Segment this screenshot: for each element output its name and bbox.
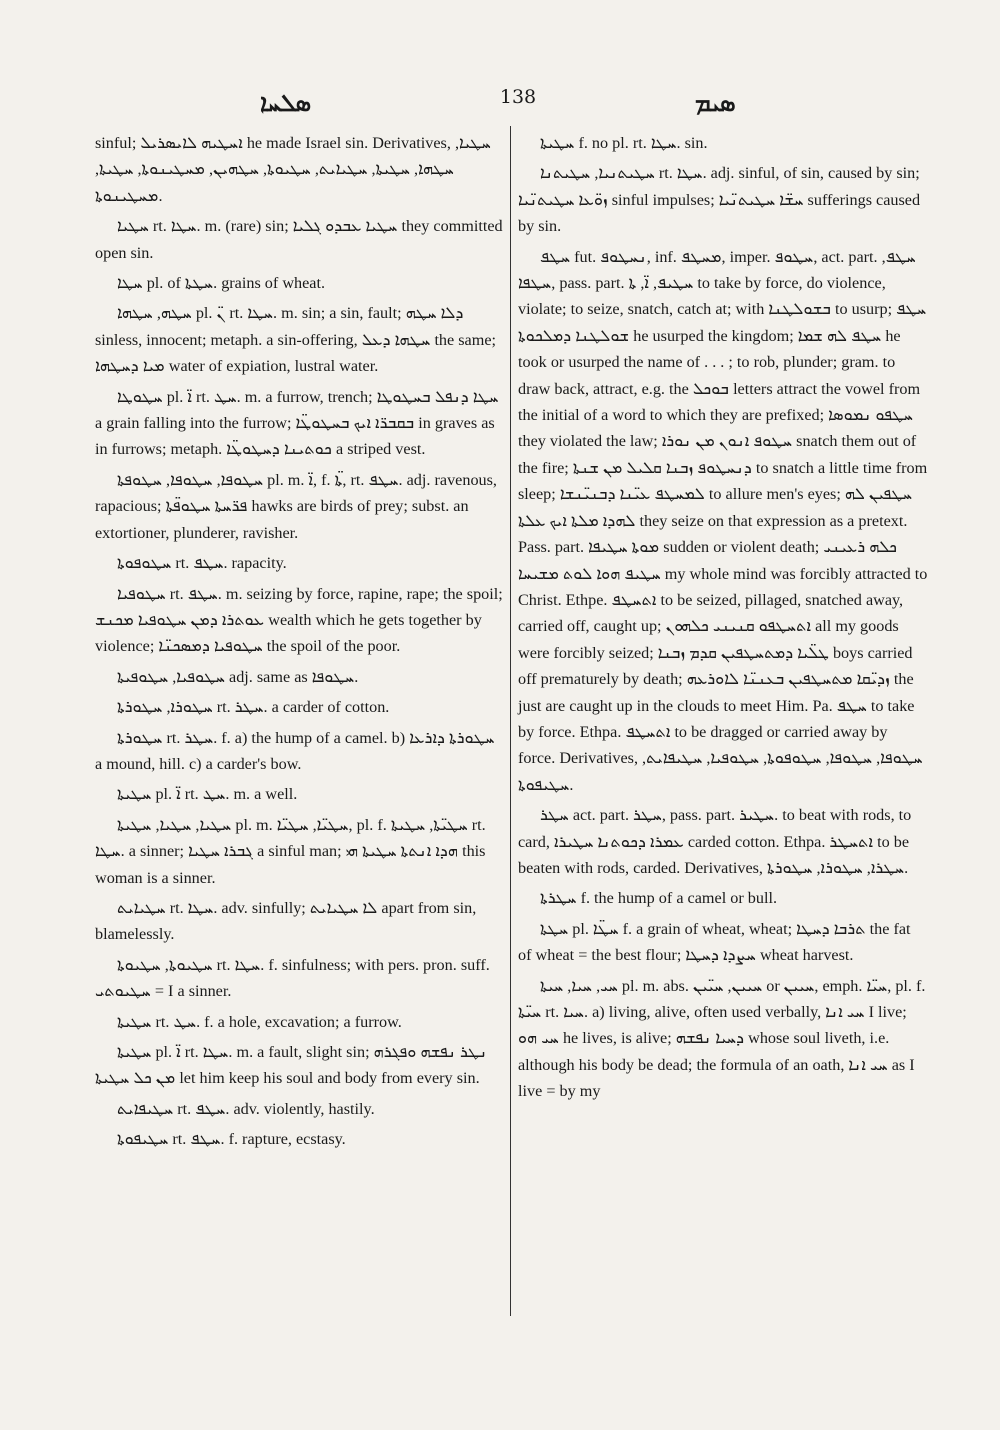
dictionary-entry: ܚܛܝܐ, ܚܛܝܐ, ܚܛܝܬܐ pl. m. ܚܛܝ̈ܐ, ܚܛܝ̈ܐ, pl. f. ܚܛܝ̈ܬܐ, ܚܛܝܬܐ rt. ܚܛܐ. a sinner; ܓܒܪܐ ܚܛܝܐ a sinful man; ܗܕܐ ܐܢܬܬܐ ܚܛܝܬܐ ܗܝ this woman is a sinner. (95, 815, 486, 887)
dictionary-entry: ܚܝ, ܚܝܐ, ܚܝܬܐ pl. m. abs. ܚܝܝܢ, ܚܝ̈ܝܢ or ܚܝܝܢ, emph. ܚܝ̈ܐ, pl. f. ܚܝ̈ܬܐ rt. ܚܝܐ. a) living, alive, often used verbally, ܚܝ ܐܢܐ I live; ܚܝ ܗܘ he lives, is alive; ܕܚܝܐ ܢܦܫܗ whose soul liveth, i.e. although his body be dead; the formula of an oath, ܚܝ ܐܢܐ as I live = by my (518, 976, 926, 1101)
left-column (95, 130, 505, 1157)
dictionary-entry: ܚܛܝܦܘܬܐ rt. ܚܛܦ. f. rapture, ecstasy. (117, 1130, 346, 1149)
running-head (95, 82, 915, 118)
dictionary-entry: ܚܛܝܬܐ rt. ܚܛ. f. a hole, excavation; a furrow. (117, 1012, 402, 1031)
dictionary-entry: ܚܛܝܬܐ pl. ܐ̈ rt. ܚܛܐ. m. a fault, slight sin; ܢܛܪ ܢܦܫܗ ܘܦܓܪܗ ܡܢ ܟܠ ܚܛܝܬܐ let him keep his soul and body from every sin. (95, 1043, 488, 1088)
dictionary-entry: ܚܛܝܬܐ f. no pl. rt. ܚܛܐ. sin. (540, 134, 708, 152)
column-divider (510, 126, 511, 1316)
dictionary-entry: ܚܛܝܦܐܝܬ rt. ܚܛܦ. adv. violently, hastily. (117, 1099, 375, 1118)
page-number: 138 (499, 86, 537, 108)
dictionary-entry: ܚܛܝܬܢܝܐ, ܚܛܝܬܢܐ rt. ܚܛܐ. adj. sinful, of sin, caused by sin; ܙܘ̈ܥܐ ܚܛܝܬܢ̈ܝܐ sinful impulses; ܚܫ̈ܐ ܚܛܝܬܢ̈ܝܐ sufferings caused by sin. (518, 164, 921, 236)
dictionary-entry: sinful; ܐܚܛܝܗ ܠܐܝܣܪܝܠ he made Israel sin. Derivatives, ܚܛܝܐ, ܚܛܗܐ, ܚܛܝܬܐ, ܚܛܝܐܝܬ, ܚܛܝܘܬܐ, ܚܛܗܝܢ, ܡܚܛܝܢܘܬܐ, ܚܛܝܬܐ, ܡܚܛܝܢܘܬܐ. (95, 134, 491, 205)
dictionary-entry: ܚܛܐ pl. of ܚܛܬܐ. grains of wheat. (117, 274, 326, 293)
dictionary-entry: ܚܛܘܦܝܐ rt. ܚܛܦ. m. seizing by force, rapine, rape; the spoil; ܥܘܬܪܐ ܕܡܢ ܚܛܘܦܝܐ ܡܟܢܫ wealth which he gets together by violence; ܚܛܘܦܝܐ ܕܡܣܟܢ̈ܐ the spoil of the poor. (95, 584, 503, 656)
dictionary-entry: ܚܛܬܐ pl. ܚܛ̈ܐ f. a grain of wheat, wheat; ܬܪܒܐ ܕܚܛܐ the fat of wheat = the best flour; ܚܨܕܐ ܕܚܛܐ wheat harvest. (518, 919, 911, 965)
dictionary-entry: ܚܛܘܦܐ, ܚܛܘܦܐ, ܚܛܘܦܬܐ pl. m. ܐ̈, f. ܬ̈ܐ, rt. ܚܛܦ. adj. ravenous, rapacious; ܦܪ̈ܚܬܐ ܚܛܘܦ̈ܬܐ hawks are birds of prey; subst. an extortioner, plunderer, ravisher. (95, 470, 497, 542)
dictionary-entry: ܚܛܪ act. part. ܚܛܪ, pass. part. ܚܛܝܪ. to beat with rods, to card, ܥܡܪܐ ܕܟܘܬܢܐ ܚܛܝܪܐ carded cotton. Ethpa. ܐܬܚܛܪ to be beaten with rods, carded. Derivatives, ܚܛܪܐ, ܚܛܘܪܐ, ܚܛܘܪܬܐ. (518, 806, 912, 877)
dictionary-entry: ܚܛܝܬܐ pl. ܐ̈ rt. ܚܛ. m. a well. (117, 785, 298, 804)
dictionary-entry: ܚܛܘܦܝܐ, ܚܛܘܦܝܬܐ adj. same as ܚܛܘܦܐ. (117, 667, 359, 686)
dictionary-entry: ܚܛܝܐܝܬ rt. ܚܛܐ. adv. sinfully; ܠܐ ܚܛܝܐܝܬ apart from sin, blamelessly. (95, 898, 477, 944)
dictionary-entry: ܚܛܦ fut. ܢܚܛܘܦ, inf. ܡܚܛܦ, imper. ܚܛܘܦ, act. part. ܚܛܦ, ܚܛܦܐ, pass. part. ܚܛܝܦ, ܐ̈, ܬܐ to take by force, do violence, violate; to seize, snatch, catch at; with ܒܫܘܠܛܢܐ to usurp; ܚܛܦ ܫܘܠܛܢܐ ܕܡܠܟܘܬܐ he usurped the kingdom; ܚܛܦ ܠܗ ܫܡܐ he took or usurped the name of . . . ; to rob, plunder; gram. to draw back, attract, e.g. the ܒܘܟܠ letters attract the vowel from the initial of a word to which they are prefixed; ܚܛܦܘ ܢܡܘܣܐ they violated the law; ܚܛܘܦ ܐܢܘܢ ܡܢ ܢܘܪܐ snatch them out of the fire; ܕܢܚܛܘܦ ܙܒܢܐ ܩܠܝܠ ܡܢ ܫܢܬܐ to snatch a little time from sleep; ܠܡܚܛܦ ܥܝ̈ܢܐ ܕܒܢܝ̈ܢܫܐ to allure men's eyes; ܚܛܦܝܢ ܠܗ ܠܗܕܐ ܡܠܬܐ ܐܝܟ ܥܠܬܐ they seize on that expression as a pretext. Pass. part. ܡܘܬܐ ܚܛܝܦܐ sudden or violent death; ܟܠܗ ܪܥܝܢܝ ܚܛܝܦ ܗܘܐ ܠܘܬ ܡܫܝܚܐ my whole mind was forcibly attracted to Christ. Ethpe. ܐܬܚܛܦ to be seized, pillaged, snatched away, carried off, caught up; ܐܬܚܛܦܘ ܩܢܝܢܝ ܟܠܗܘܢ all my goods were forcibly seized; ܛܠ̈ܝܐ ܕܡܬܚܛܦܝܢ ܩܕܡ ܙܒܢܐ boys carried off prematurely by death; ܙܕܝ̈ܩܐ ܡܬܚܛܦܝܢ ܒܥܢܢ̈ܐ ܠܐܘܪܥܗ the just are caught up in the clouds to meet Him. Pa. ܚܛܦ to take by force. Ethpa. ܐܬܚܛܦ to be dragged or carried away by force. Derivatives, ܚܛܘܦܐ, ܚܛܘܦܐ, ܚܛܘܦܘܬܐ, ܚܛܘܦܝܐ, ܚܛܝܦܐܝܬ, ܚܛܝܦܘܬܐ. (518, 247, 928, 794)
running-head-right: ܣܝܡ (695, 88, 736, 117)
dictionary-entry: ܚܛܘܪܬܐ rt. ܚܛܪ. f. a) the hump of a camel. b) ܚܛܘܪܬܐ ܕܐܪܥܐ a mound, hill. c) a carder's bow. (95, 728, 495, 773)
dictionary-entry: ܚܛܘܛܐ pl. ܐ̈ rt. ܚܛ. m. a furrow, trench; ܚܛܐ ܕܢܦܠ ܒܚܛܘܛܐ a grain falling into the furrow; ܒܩܒܪ̈ܐ ܐܝܟ ܒܚܛܘܛ̈ܐ in graves as in furrows; metaph. ܟܘܬܝܢܐ ܕܚܛܘܛ̈ܐ a striped vest. (95, 387, 499, 459)
dictionary-entry: ܚܛܗ, ܚܛܗܐ pl. ܢ̈ rt. ܚܛܐ. m. sin; a sin, fault; ܕܠܐ ܚܛܗ sinless, innocent; metaph. a sin-offering, ܚܛܗܐ ܕܥܠ the same; ܡܝܐ ܕܚܛܗܐ water of expiation, lustral water. (95, 304, 497, 376)
dictionary-entry: ܚܛܝܘܬܐ, ܚܛܝܘܬܐ rt. ܚܛܐ. f. sinfulness; with pers. pron. suff. ܚܛܝܘܬܝ = I a sinner. (95, 955, 490, 1001)
right-column (518, 130, 928, 1109)
running-head-left: ܣܠܚܐ (260, 88, 312, 117)
dictionary-entry: ܚܛܪܬܐ f. the hump of a camel or bull. (540, 889, 778, 908)
dictionary-entry: ܚܛܘܪܐ, ܚܛܘܪܬܐ rt. ܚܛܪ. a carder of cotton. (117, 698, 390, 717)
dictionary-entry: ܚܛܘܦܘܬܐ rt. ܚܛܦ. rapacity. (117, 554, 287, 573)
dictionary-entry: ܚܛܝܐ rt. ܚܛܐ. m. (rare) sin; ܚܛܝܐ ܥܒܕܘ ܓܠܝܐ they committed open sin. (95, 217, 503, 262)
